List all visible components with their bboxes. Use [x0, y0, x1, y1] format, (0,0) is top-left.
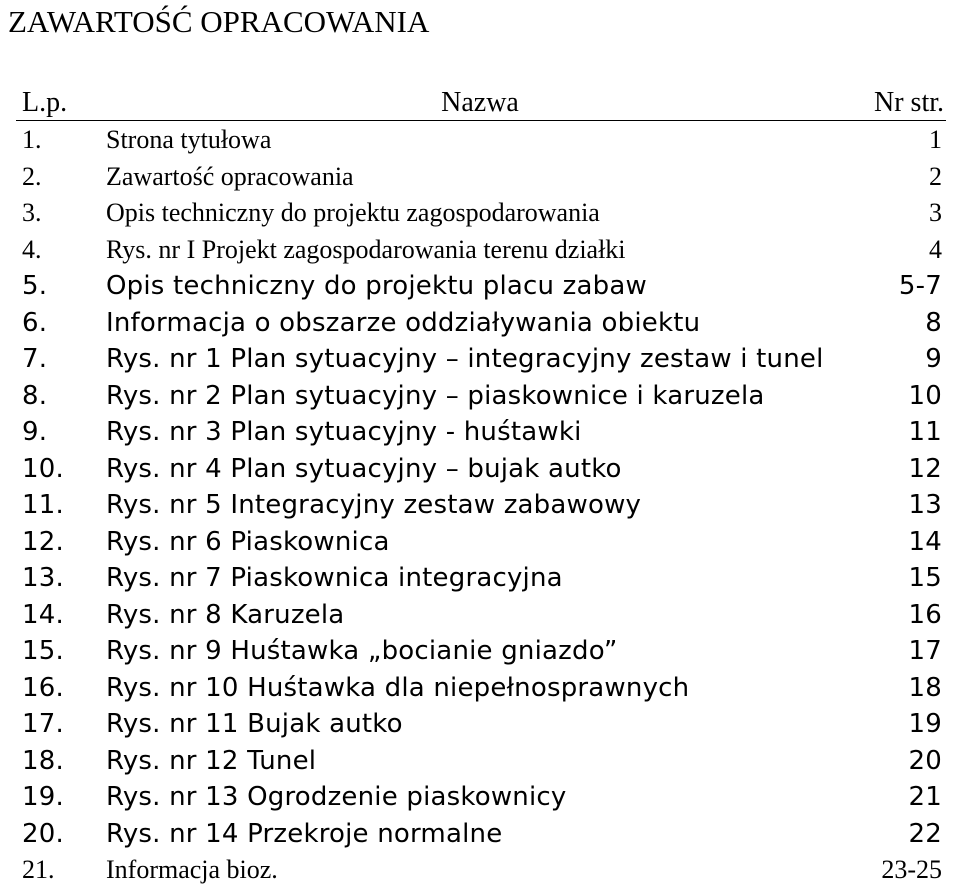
- table-row: [0, 451, 960, 488]
- header-name: Nazwa: [441, 87, 519, 118]
- row-number: 14.: [22, 599, 64, 630]
- row-page-number: 5-7: [898, 271, 942, 301]
- row-number: 9.: [22, 417, 48, 447]
- row-number: 2.: [22, 161, 42, 191]
- table-row: [0, 560, 960, 597]
- table-of-contents: [0, 84, 960, 889]
- row-number: 10.: [22, 453, 64, 484]
- table-row: [0, 816, 960, 853]
- table-row: [0, 670, 960, 707]
- table-row: [0, 633, 960, 670]
- row-name: Rys. nr 3 Plan sytuacyjny - huśtawki: [106, 417, 582, 447]
- row-page-number: 4: [929, 234, 942, 264]
- row-name: Rys. nr I Projekt zagospodarowania terenu działki: [106, 234, 626, 264]
- header-divider: [16, 120, 946, 121]
- row-number: 3.: [22, 198, 42, 227]
- row-page-number: 11: [908, 417, 942, 447]
- row-name: Rys. nr 6 Piaskownica: [106, 526, 390, 557]
- table-row: [0, 706, 960, 743]
- row-name: Informacja o obszarze oddziaływania obiektu: [106, 307, 701, 338]
- row-number: 12.: [22, 526, 64, 557]
- row-page-number: 10: [908, 380, 942, 411]
- row-name: Opis techniczny do projektu placu zabaw: [106, 271, 647, 301]
- row-page-number: 1: [929, 125, 942, 154]
- document-title: ZAWARTOŚĆ OPRACOWANIA: [8, 4, 430, 39]
- row-name: Rys. nr 1 Plan sytuacyjny – integracyjny zestaw i tunel: [106, 344, 824, 374]
- row-name: Strona tytułowa: [106, 125, 272, 154]
- row-name: Rys. nr 7 Piaskownica integracyjna: [106, 563, 563, 593]
- row-number: 16.: [22, 672, 64, 703]
- table-row: [0, 122, 960, 159]
- table-row: [0, 159, 960, 196]
- table-row: [0, 195, 960, 232]
- row-number: 7.: [22, 344, 48, 374]
- table-row: [0, 378, 960, 415]
- row-page-number: 19: [908, 709, 942, 739]
- row-name: Rys. nr 8 Karuzela: [106, 599, 345, 630]
- row-number: 15.: [22, 636, 64, 666]
- row-page-number: 16: [908, 599, 942, 630]
- row-name: Opis techniczny do projektu zagospodarowania: [106, 198, 600, 227]
- row-name: Zawartość opracowania: [106, 161, 354, 191]
- row-number: 19.: [22, 782, 64, 812]
- row-name: Rys. nr 5 Integracyjny zestaw zabawowy: [106, 490, 642, 520]
- table-row: [0, 268, 960, 305]
- row-number: 1.: [22, 125, 42, 154]
- header-number: L.p.: [22, 87, 68, 118]
- row-page-number: 14: [908, 526, 942, 557]
- row-page-number: 18: [908, 672, 942, 703]
- row-name: Rys. nr 9 Huśtawka „bocianie gniazdo”: [106, 636, 618, 666]
- row-page-number: 12: [908, 453, 942, 484]
- table-body: [0, 122, 960, 889]
- header-page-number: Nr str.: [874, 87, 944, 118]
- row-page-number: 13: [908, 490, 942, 520]
- row-name: Rys. nr 12 Tunel: [106, 745, 317, 776]
- table-header-row: [0, 84, 960, 122]
- row-number: 11.: [22, 490, 64, 520]
- table-row: [0, 743, 960, 780]
- row-number: 8.: [22, 380, 48, 411]
- table-row: [0, 597, 960, 634]
- row-page-number: 3: [929, 198, 942, 227]
- row-number: 6.: [22, 307, 48, 338]
- table-row: [0, 232, 960, 269]
- table-row: [0, 852, 960, 889]
- row-name: Rys. nr 13 Ogrodzenie piaskownicy: [106, 782, 567, 812]
- row-page-number: 17: [908, 636, 942, 666]
- row-number: 13.: [22, 563, 64, 593]
- row-number: 4.: [22, 234, 42, 264]
- row-page-number: 20: [908, 745, 942, 776]
- row-number: 18.: [22, 745, 64, 776]
- row-page-number: 2: [929, 161, 942, 191]
- row-page-number: 15: [908, 563, 942, 593]
- row-page-number: 23-25: [881, 855, 942, 884]
- table-row: [0, 414, 960, 451]
- table-row: [0, 524, 960, 561]
- row-name: Rys. nr 14 Przekroje normalne: [106, 818, 503, 849]
- table-row: [0, 305, 960, 342]
- row-page-number: 9: [925, 344, 942, 374]
- table-row: [0, 341, 960, 378]
- row-number: 21.: [22, 855, 55, 884]
- row-page-number: 8: [925, 307, 942, 338]
- row-page-number: 21: [908, 782, 942, 812]
- row-page-number: 22: [908, 818, 942, 849]
- table-row: [0, 487, 960, 524]
- row-name: Rys. nr 4 Plan sytuacyjny – bujak autko: [106, 453, 622, 484]
- row-number: 20.: [22, 818, 64, 849]
- row-name: Rys. nr 2 Plan sytuacyjny – piaskownice i karuzela: [106, 380, 765, 411]
- row-name: Rys. nr 10 Huśtawka dla niepełnosprawnych: [106, 672, 690, 703]
- row-number: 17.: [22, 709, 64, 739]
- table-row: [0, 779, 960, 816]
- row-name: Informacja bioz.: [106, 855, 278, 884]
- row-name: Rys. nr 11 Bujak autko: [106, 709, 403, 739]
- row-number: 5.: [22, 271, 48, 301]
